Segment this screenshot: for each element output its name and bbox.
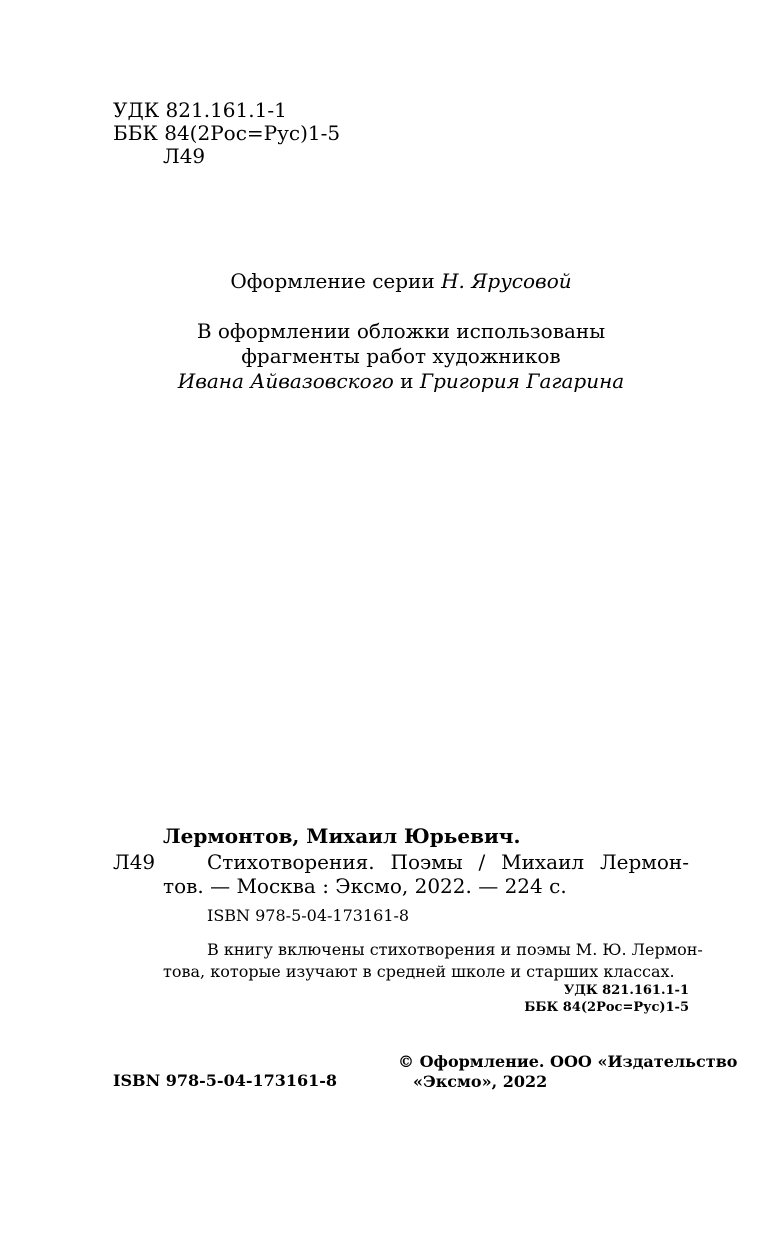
record-udk: УДК 821.161.1-1 <box>563 983 689 998</box>
series-design-credit <box>0 270 768 293</box>
annotation-line1: В книгу включены стихотворения и поэмы М. Ю. Лермон- <box>207 940 703 959</box>
annotation-line2: това, которые изучают в средней школе и старших классах. <box>163 962 675 981</box>
cover-credit-line1: В оформлении обложки использованы <box>196 319 606 343</box>
cover-artists-line <box>0 370 768 393</box>
bbk-code: ББК 84(2Рос=Рус)1-5 <box>113 121 341 145</box>
series-design-label: Оформление серии <box>230 269 435 293</box>
record-bbk: ББК 84(2Рос=Рус)1-5 <box>524 1000 689 1015</box>
record-title-line1: Стихотворения. Поэмы / Михаил Лермон- <box>207 850 689 874</box>
copyright-line1: © Оформление. ООО «Издательство <box>398 1052 738 1071</box>
record-author-mark: Л49 <box>113 850 156 874</box>
series-designer-name: Н. Ярусовой <box>441 269 572 293</box>
record-author: Лермонтов, Михаил Юрьевич. <box>163 824 521 848</box>
artist-name: Ивана Айвазовского <box>177 369 394 393</box>
author-mark: Л49 <box>163 144 206 168</box>
record-isbn: ISBN 978-5-04-173161-8 <box>207 906 410 925</box>
record-title-line2: тов. — Москва : Эксмо, 2022. — 224 с. <box>163 874 567 898</box>
udk-code: УДК 821.161.1-1 <box>113 98 287 122</box>
artist-conjunction: и <box>400 369 414 393</box>
cover-credit-line2: фрагменты работ художников <box>241 344 561 368</box>
footer-isbn: ISBN 978-5-04-173161-8 <box>113 1071 338 1090</box>
copyright-line2: «Эксмо», 2022 <box>413 1072 548 1091</box>
artist-name: Григория Гагарина <box>419 369 625 393</box>
